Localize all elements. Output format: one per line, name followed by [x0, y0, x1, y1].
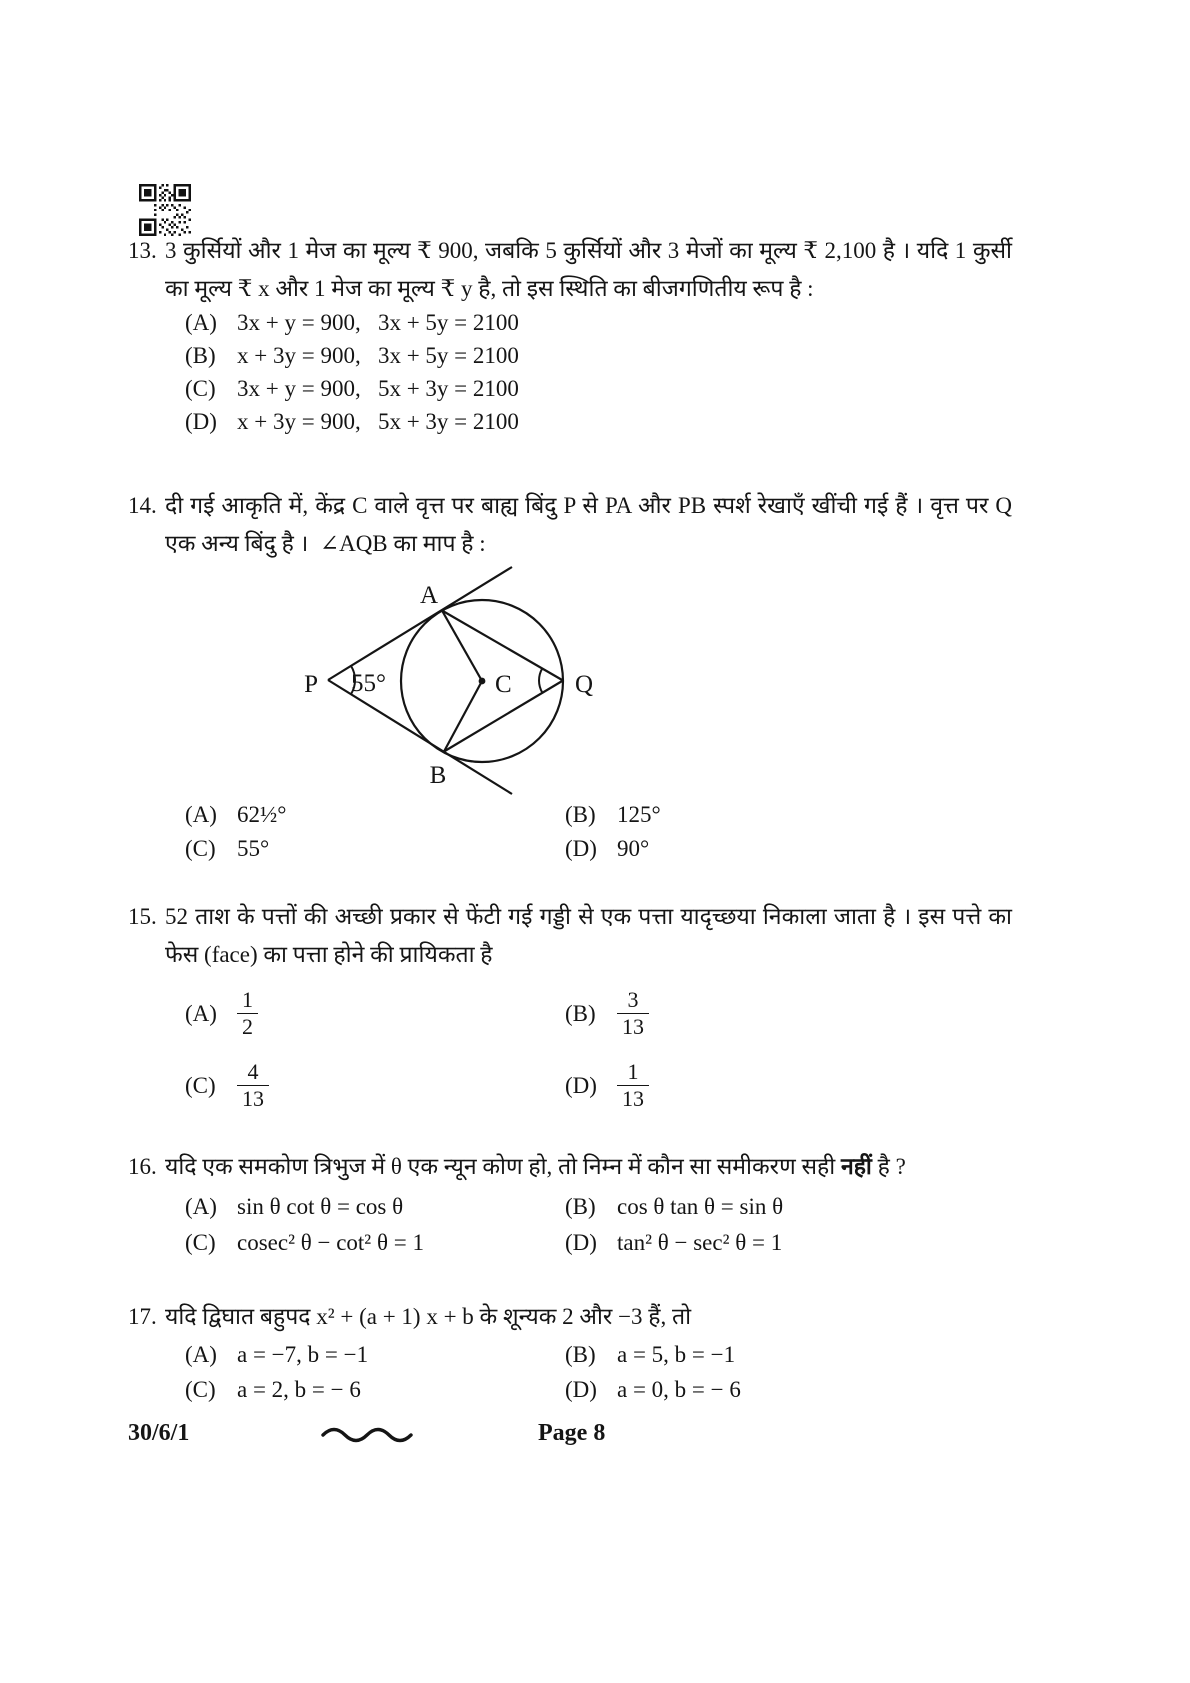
question-17-options — [185, 1342, 1015, 1412]
option-15-a: (A) $\frac{1}{2}$ — [185, 978, 565, 1050]
question-13-options — [185, 310, 519, 442]
fraction: $\frac{3}{13}$ — [617, 988, 649, 1039]
tangent-pb — [328, 680, 512, 794]
angle-arc-q — [539, 668, 542, 692]
option-15-c: (C) $\frac{4}{13}$ — [185, 1050, 565, 1122]
option-16-b: (B) cos θ tan θ = sin θ — [565, 1194, 784, 1219]
qr-code — [137, 184, 193, 236]
page-number: Page 8 — [538, 1420, 606, 1446]
question-13 — [128, 232, 1012, 308]
question-15-number: 15. — [128, 904, 157, 929]
question-13-text: 3 कुर्सियों और 1 मेज का मूल्य ₹ 900, जबकि 5 कुर्सियों और 3 मेजों का मूल्य ₹ 2,100 है । यदि 1 कुर्सी का मूल्य ₹ x और 1 मेज का मूल्य ₹ y है, तो इस स्थिति का बीजगणितीय रूप है : — [165, 238, 1012, 301]
question-16-number: 16. — [128, 1154, 157, 1179]
option-16-c: (C) cosec² θ − cot² θ = 1 — [185, 1230, 424, 1255]
question-15 — [128, 898, 1012, 974]
question-14-text: दी गई आकृति में, केंद्र C वाले वृत्त पर बाह्य बिंदु P से PA और PB स्पर्श रेखाएँ खींची गई हैं । वृत्त पर Q एक अन्य बिंदु है । ∠AQB का माप है : — [165, 493, 1012, 556]
option-17-b: (B) a = 5, b = −1 — [565, 1342, 736, 1367]
question-16-bold-word: नहीं — [840, 1154, 872, 1179]
question-14-options — [185, 802, 1015, 870]
option-14-a: (A) 62½° — [185, 802, 287, 827]
label-p: P — [304, 671, 318, 698]
option-16-a: (A) sin θ cot θ = cos θ — [185, 1194, 404, 1219]
squiggle-divider — [320, 1426, 414, 1444]
label-b: B — [429, 762, 447, 789]
option-17-c: (C) a = 2, b = − 6 — [185, 1377, 361, 1402]
option-16-d: (D) tan² θ − sec² θ = 1 — [565, 1230, 783, 1255]
question-13-number: 13. — [128, 238, 157, 263]
question-17 — [128, 1298, 1012, 1336]
question-16-options — [185, 1194, 1015, 1266]
angle-55-label: 55° — [351, 670, 386, 697]
question-15-options — [185, 978, 1015, 1122]
fraction: $\frac{1}{2}$ — [237, 988, 258, 1039]
option-15-d: (D) $\frac{1}{13}$ — [565, 1050, 1015, 1122]
option-13-a: (A) 3x + y = 900, 3x + 5y = 2100 — [185, 310, 519, 335]
fraction: $\frac{1}{13}$ — [617, 1060, 649, 1111]
option-14-d: (D) 90° — [565, 836, 650, 861]
option-15-b: (B) $\frac{3}{13}$ — [565, 978, 1015, 1050]
question-16-text: यदि एक समकोण त्रिभुज में θ एक न्यून कोण हो, तो निम्न में कौन सा समीकरण सही नहीं है ? — [165, 1154, 906, 1179]
label-a: A — [419, 582, 439, 609]
circle-tangent-figure — [280, 552, 610, 812]
option-17-d: (D) a = 0, b = − 6 — [565, 1377, 741, 1402]
option-14-b: (B) 125° — [565, 802, 661, 827]
question-16 — [128, 1148, 1012, 1186]
fraction: $\frac{4}{13}$ — [237, 1060, 269, 1111]
option-14-c: (C) 55° — [185, 836, 270, 861]
label-q: Q — [575, 671, 594, 698]
question-14-number: 14. — [128, 493, 157, 518]
paper-code: 30/6/1 — [128, 1420, 190, 1446]
option-13-c: (C) 3x + y = 900, 5x + 3y = 2100 — [185, 376, 519, 401]
chord-aq — [442, 611, 563, 681]
option-13-b: (B) x + 3y = 900, 3x + 5y = 2100 — [185, 343, 519, 368]
question-15-text: 52 ताश के पत्तों की अच्छी प्रकार से फेंटी गई गड्डी से एक पत्ता यादृच्छया निकाला जाता है । इस पत्ते का फेस (face) का पत्ता होने की प्रायिकता है — [165, 904, 1012, 967]
option-17-a: (A) a = −7, b = −1 — [185, 1342, 369, 1367]
question-17-number: 17. — [128, 1304, 157, 1329]
question-17-text: यदि द्विघात बहुपद x² + (a + 1) x + b के शून्यक 2 और −3 हैं, तो — [165, 1304, 692, 1329]
option-13-d: (D) x + 3y = 900, 5x + 3y = 2100 — [185, 409, 519, 434]
label-c: C — [495, 671, 512, 698]
